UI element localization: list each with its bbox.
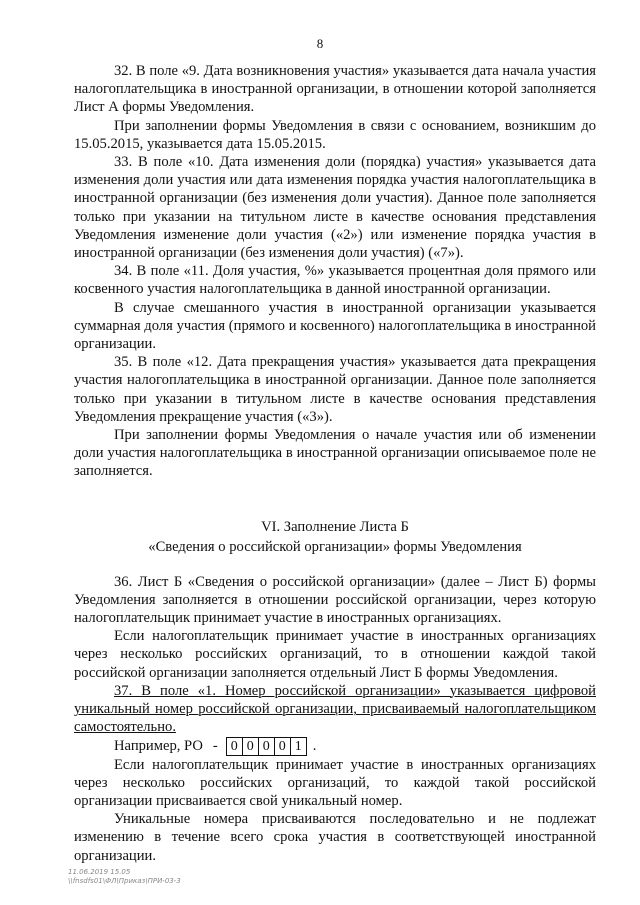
paragraph-34: 34. В поле «11. Доля участия, %» указывается процентная доля прямого или косвенного участия налогоплательщика в данной иностранной организации. — [74, 263, 596, 298]
example-tail: . — [312, 737, 317, 754]
section-subtitle: «Сведения о российской организации» формы Уведомления — [148, 538, 522, 555]
paragraph-37 — [74, 682, 596, 737]
paragraph-35: 35. В поле «12. Дата прекращения участия» указывается дата прекращения участия налогоплательщика в иностранной организации. Данное поле заполняется только при указании в титульном листе в качестве основания представления Уведомления прекращение участия («3»). — [74, 354, 596, 425]
paragraph-32: 32. В поле «9. Дата возникновения участия» указывается дата начала участия налогоплательщика в иностранной организации, в отношении которой заполняется Лист А формы Уведомления. — [74, 63, 596, 116]
paragraph-37-note: Если налогоплательщик принимает участие в иностранных организациях через несколько российских организаций, то каждой такой российской организации присваивается свой уникальный номер. — [74, 756, 596, 809]
document-body — [74, 62, 596, 865]
file-stamp-date: 11.06.2019 15.05 — [68, 868, 131, 876]
paragraph-36: 36. Лист Б «Сведения о российской организации» (далее – Лист Б) формы Уведомления заполняется в отношении российской организации, через которую налогоплательщик принимает участие в иностранных организациях. — [74, 573, 596, 627]
digit-box: 0 — [274, 737, 290, 756]
paragraph-34-note: В случае смешанного участия в иностранной организации указывается суммарная доля участия (прямого и косвенного) налогоплательщика в иностранной организации. — [74, 299, 596, 353]
number-example — [114, 737, 596, 756]
digit-box: 0 — [258, 737, 274, 756]
paragraph-33: 33. В поле «10. Дата изменения доли (порядка) участия» указывается дата изменения доли участия или дата изменения порядка участия налогоплательщика в иностранной организации (без изменения доли участия). Данное поле заполняется только при указании на титульном листе в качестве основания представления Уведомления изменение доли участия («2») или изменение порядка участия в иностранной организации (без изменения доли участия) («7»). — [74, 154, 596, 262]
example-dash: - — [212, 737, 218, 754]
digit-box: 0 — [226, 737, 242, 756]
paragraph-35-note: При заполнении формы Уведомления о начале участия или об изменении доли участия налогоплательщика в иностранной организации описываемое поле не заполняется. — [74, 427, 596, 480]
file-stamp-path: \\fnsdfs01\ФЛ\Приказ\ПРИ-03-3 — [68, 877, 181, 885]
example-digit-boxes — [226, 737, 307, 756]
section-title: VI. Заполнение Листа Б — [261, 518, 409, 535]
paragraph-37-note-2: Уникальные номера присваиваются последовательно и не подлежат изменению в течение всего срока участия в соответствующей иностранной организации. — [74, 811, 596, 864]
page-number: 8 — [316, 36, 324, 51]
digit-box: 0 — [242, 737, 258, 756]
example-label: Например, РО — [114, 737, 203, 754]
digit-box: 1 — [290, 737, 307, 756]
paragraph-32-note: При заполнении формы Уведомления в связи с основанием, возникшим до 15.05.2015, указывается дата 15.05.2015. — [74, 117, 596, 152]
file-stamp — [68, 868, 181, 886]
paragraph-36-note: Если налогоплательщик принимает участие в иностранных организациях через несколько российских организаций, то в отношении каждой такой российской организации заполняется отдельный Лист Б формы Уведомления. — [74, 628, 596, 681]
paragraph-37-text: 37. В поле «1. Номер российской организации» указывается цифровой уникальный номер российской организации, присваиваемый налогоплательщиком самостоятельно. — [74, 682, 596, 736]
